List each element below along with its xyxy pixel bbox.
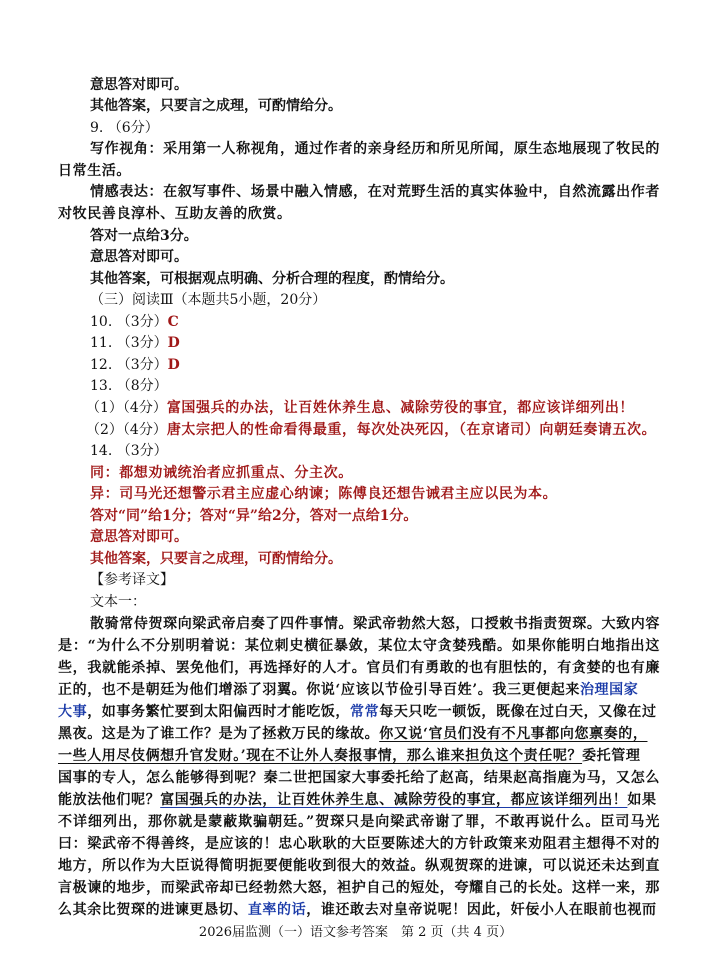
translation-text: 每天只吃一顿饭，既像在过白天，又像在过	[379, 704, 657, 720]
translation-line: 地方，所以作为大臣说得简明扼要便能收到很大的效益。纵观贺琛的进谏，可以说还未达到直	[58, 858, 660, 874]
answer-row	[86, 420, 656, 441]
answer-value: 异：司马光还想警示君主应虚心纳谏；陈傅良还想告诫君主应以民为本。	[90, 486, 558, 502]
section-heading: （三）阅读Ⅲ（本题共5小题，20分）	[90, 292, 327, 308]
translation-heading: 【参考译文】	[90, 572, 174, 588]
translation-line: 些，我就能杀掉、罢免他们，再选择好的人才。官员们有勇敢的也有胆怯的，有贪婪的也有廉	[58, 660, 660, 676]
highlight-text: 常常	[350, 704, 380, 720]
scoring-note: 答对“同”给1分；答对“异”给2分，答对一点给1分。	[90, 508, 418, 524]
sub-question: （1）（4分）	[86, 400, 167, 416]
translation-text: 黑夜。这是为了谁工作？是为了拯救万民的缘故。	[58, 726, 380, 742]
underlined-text: 你又说‘官员们没有不凡事都向您禀奏的，	[379, 726, 648, 742]
question-number: 14. （3分）	[90, 443, 168, 459]
question-number: 13. （8分）	[90, 378, 168, 394]
text-line: 其他答案，只要言之成理，可酌情给分。	[90, 98, 342, 114]
translation-line: 不详细列出，那你就是蒙蔽欺骗朝廷。”贺琛只是向梁武帝谢了罪，不敢再说什么。臣司马光	[58, 814, 660, 830]
translation-line: 是：“为什么不分别明着说：某位刺史横征暴敛，某位太守贪婪残酷。如果你能明白地指出这	[58, 638, 660, 654]
question-number: 11. （3分）	[90, 335, 168, 351]
translation-line: 言极谏的地步，而梁武帝却已经勃然大怒，袒护自己的短处，夸耀自己的长处。这样一来，那	[58, 880, 660, 896]
translation-line: 国事的专人，怎么能够得到呢？秦二世把国家大事委托给了赵高，结果赵高指鹿为马，又怎么	[58, 770, 660, 786]
text-line: 情感表达：在叙写事件、场景中融入情感，在对荒野生活的真实体验中，自然流露出作者	[90, 184, 660, 200]
answer-row	[86, 398, 656, 419]
answer-row	[90, 355, 660, 376]
translation-line	[58, 790, 660, 811]
text-line: 意思答对即可。	[90, 77, 188, 93]
translation-line	[58, 724, 660, 745]
scoring-note: 意思答对即可。	[90, 529, 188, 545]
translation-line	[58, 746, 660, 767]
translation-text: ，谁还敢去对皇帝说呢！因此，奸佞小人在眼前也视而	[306, 902, 657, 918]
translation-text: 正的，也不是朝廷为他们增添了羽翼。你说‘应该以节俭引导百姓’。我三更便起来	[58, 682, 580, 698]
translation-text: 能放法他们呢？	[58, 792, 161, 808]
highlight-text: 治理国家	[579, 682, 639, 698]
sub-question: （2）（4分）	[86, 422, 167, 438]
text-line: 答对一点给3分。	[90, 228, 198, 244]
text-line: 写作视角：采用第一人称视角，通过作者的亲身经历和所见所闻，原生态地展现了牧民的	[90, 141, 660, 157]
highlight-text: 直率的话	[247, 902, 307, 918]
translation-line: 散骑常侍贺琛向梁武帝启奏了四件事情。梁武帝勃然大怒，口授敕书指责贺琛。大致内容	[90, 616, 660, 632]
text-line: 其他答案，可根据观点明确、分析合理的程度，酌情给分。	[90, 271, 454, 287]
question-number: 12. （3分）	[90, 357, 168, 373]
question-number: 9. （6分）	[90, 120, 159, 136]
answer-value: D	[167, 335, 180, 351]
text-line: 日常生活。	[58, 163, 131, 179]
translation-line	[58, 900, 660, 921]
underlined-text: 一些人用尽伎俩想升官发财。’现在不让外人奏报事情，那么谁来担负这个责任呢？	[58, 748, 583, 764]
translation-line	[58, 680, 660, 701]
answer-value: 唐太宗把人的性命看得最重，每次处决死囚，（在京诸司）向朝廷奏请五次。	[166, 422, 657, 438]
translation-line	[58, 702, 660, 723]
answer-value: C	[167, 314, 179, 330]
text-line: 对牧民善良淳朴、互助友善的欣赏。	[58, 206, 292, 222]
text-line: 意思答对即可。	[90, 249, 188, 265]
answer-value: 富国强兵的办法，让百姓休养生息、减除劳役的事宜，都应该详细列出！	[166, 400, 635, 416]
translation-text: ，如事务繁忙要到太阳偏西时才能吃饭，	[87, 704, 351, 720]
translation-text: 如果	[627, 792, 657, 808]
text-label: 文本一：	[90, 594, 146, 610]
answer-value: D	[167, 357, 180, 373]
page-footer: 2026届监测（一）语文参考答案 第 2 页（共 4 页）	[198, 925, 513, 940]
answer-row	[90, 333, 660, 354]
highlight-text: 大事	[58, 704, 88, 720]
answer-value: 同：都想劝诫统治者应抓重点、分主次。	[90, 465, 353, 481]
translation-text: 委托管理	[582, 748, 641, 764]
translation-line: 曰：梁武帝不得善终，是应该的！忠心耿耿的大臣要陈述大的方针政策来劝阻君主想得不对的	[58, 836, 660, 852]
translation-text: 么其余比贺琛的进谏更恳切、	[58, 902, 248, 918]
answer-row	[90, 312, 660, 333]
question-number: 10. （3分）	[90, 314, 168, 330]
underlined-text: 富国强兵的办法，让百姓休养生息、减除劳役的事宜，都应该详细列出！	[160, 792, 628, 808]
scoring-note: 其他答案，只要言之成理，可酌情给分。	[90, 551, 342, 567]
